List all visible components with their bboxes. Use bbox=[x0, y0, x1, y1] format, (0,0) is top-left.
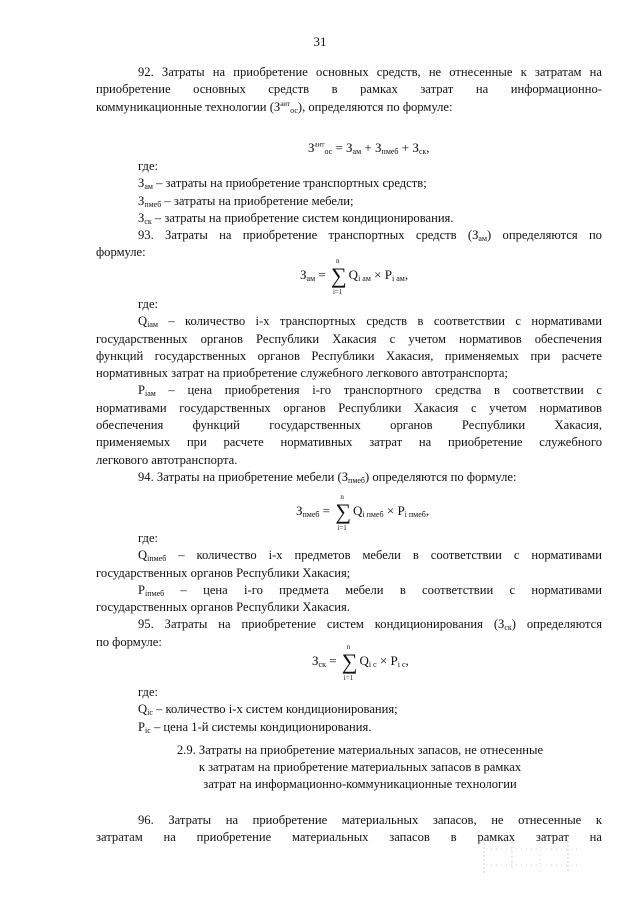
definition-line: функций государственных органов Республики Хакасия, применяемых при расчете bbox=[96, 348, 602, 363]
definition-line: легкового автотранспорта. bbox=[96, 452, 238, 467]
section-heading-line: 2.9. Затраты на приобретение материальных запасов, не отнесенные bbox=[176, 743, 544, 757]
definition-line: государственных органов Республики Хакасия с учетом нормативов обеспечения bbox=[96, 331, 602, 346]
formula-93: $З_{ам}$ = n ∑ i=1 $Q_{i ам} \times P_{i ам}$, bbox=[300, 257, 409, 296]
definition-line: $З_{ск}$ – затраты на приобретение систем кондиционирования. bbox=[138, 210, 454, 226]
sum-sign: n ∑ i=1 bbox=[341, 643, 358, 682]
definition-line: обеспечения функций государственных органов Республики Хакасия, bbox=[96, 418, 602, 433]
where-label: где: bbox=[138, 685, 159, 699]
paragraph-96-line: 96. Затраты на приобретение материальных запасов, не отнесенные к bbox=[138, 813, 602, 827]
paragraph-93: 93. Затраты на приобретение транспортных средств $(З_{ам})$ определяются по bbox=[138, 228, 602, 244]
formula-94: $З_{пмеб}$ = n ∑ i=1 $Q_{i пмеб} \times P_{i пмеб}$, bbox=[296, 493, 430, 532]
definition-line: $З_{пмеб}$ – затраты на приобретение мебели; bbox=[138, 193, 354, 209]
section-heading-line: к затратам на приобретение материальных запасов в рамках bbox=[198, 760, 522, 774]
definition-line: $Q_{iам}$ – количество i-х транспортных средств в соответствии с нормативами bbox=[138, 314, 602, 330]
paragraph-93-line: формуле: bbox=[96, 245, 146, 260]
definition-line: $З_{ам}$ – затраты на приобретение транспортных средств; bbox=[138, 176, 427, 192]
definitions-93 bbox=[96, 296, 602, 486]
where-label: где: bbox=[138, 531, 159, 545]
page-number: 31 bbox=[313, 34, 327, 49]
symbol-z-os: $З^{аит}_{ос}$ bbox=[273, 99, 298, 115]
where-label: где: bbox=[138, 297, 159, 311]
paragraph-96-line: затратам на приобретение материальных запасов в рамках затрат на bbox=[96, 830, 602, 845]
definition-line: $Q_{ic}$ – количество i-х систем кондиционирования; bbox=[138, 702, 398, 718]
sum-sign: n ∑ i=1 bbox=[330, 257, 347, 296]
where-label: где: bbox=[138, 159, 159, 173]
definition-line: государственных органов Республики Хакасия. bbox=[96, 600, 350, 615]
formula-95: $З_{ск}$ = n ∑ i=1 $Q_{i c} \times P_{i c}$, bbox=[312, 643, 409, 682]
definition-line: $Q_{iпмеб}$ – количество i-х предметов мебели в соответствии с нормативами bbox=[138, 548, 602, 564]
definitions-95 bbox=[96, 684, 602, 736]
paragraph-95-line: по формуле: bbox=[96, 634, 162, 649]
definition-line: $P_{iам}$ – цена приобретения i-го транспортного средства в соответствии с bbox=[138, 383, 602, 399]
section-heading-line: затрат на информационно-коммуникационные технологии bbox=[203, 777, 517, 791]
paragraph-94: 94. Затраты на приобретение мебели $(З_{пмеб})$ определяются по формуле: bbox=[138, 469, 517, 485]
formula-92: $З^{аит}_{ос} = З_{ам} + З_{пмеб} + З_{ск}$, bbox=[308, 140, 430, 156]
paragraph-95: 95. Затраты на приобретение систем кондиционирования $(З_{ск})$ определяются bbox=[138, 617, 602, 633]
definition-line: $P_{ic}$ – цена 1-й системы кондиционирования. bbox=[138, 719, 372, 735]
scan-artifact-graphic bbox=[482, 835, 582, 877]
paragraph-92-line: 92. Затраты на приобретение основных средств, не отнесенные к затратам на bbox=[138, 65, 602, 79]
sum-sign: n ∑ i=1 bbox=[335, 493, 352, 532]
definition-line: $P_{iпмеб}$ – цена i-го предмета мебели в соответствии с нормативами bbox=[138, 582, 602, 598]
paragraph-92 bbox=[96, 64, 602, 116]
definitions-94 bbox=[96, 530, 602, 651]
definitions-92 bbox=[96, 158, 602, 262]
definition-line: применяемых при расчете нормативных затрат на приобретение служебного bbox=[96, 435, 602, 450]
definition-line: нормативных затрат на приобретение служебного легкового автотранспорта; bbox=[96, 366, 509, 381]
definition-line: нормативами государственных органов Республики Хакасия с учетом нормативов bbox=[96, 400, 602, 415]
paragraph-92-line: приобретение основных средств в рамках затрат на информационно- bbox=[96, 82, 602, 97]
paragraph-92-line: коммуникационные технологии $(З^{аит}_{ос})$, определяются по формуле: bbox=[96, 99, 453, 115]
section-heading-2-9 bbox=[150, 742, 570, 793]
definition-line: государственных органов Республики Хакасия; bbox=[96, 565, 351, 580]
